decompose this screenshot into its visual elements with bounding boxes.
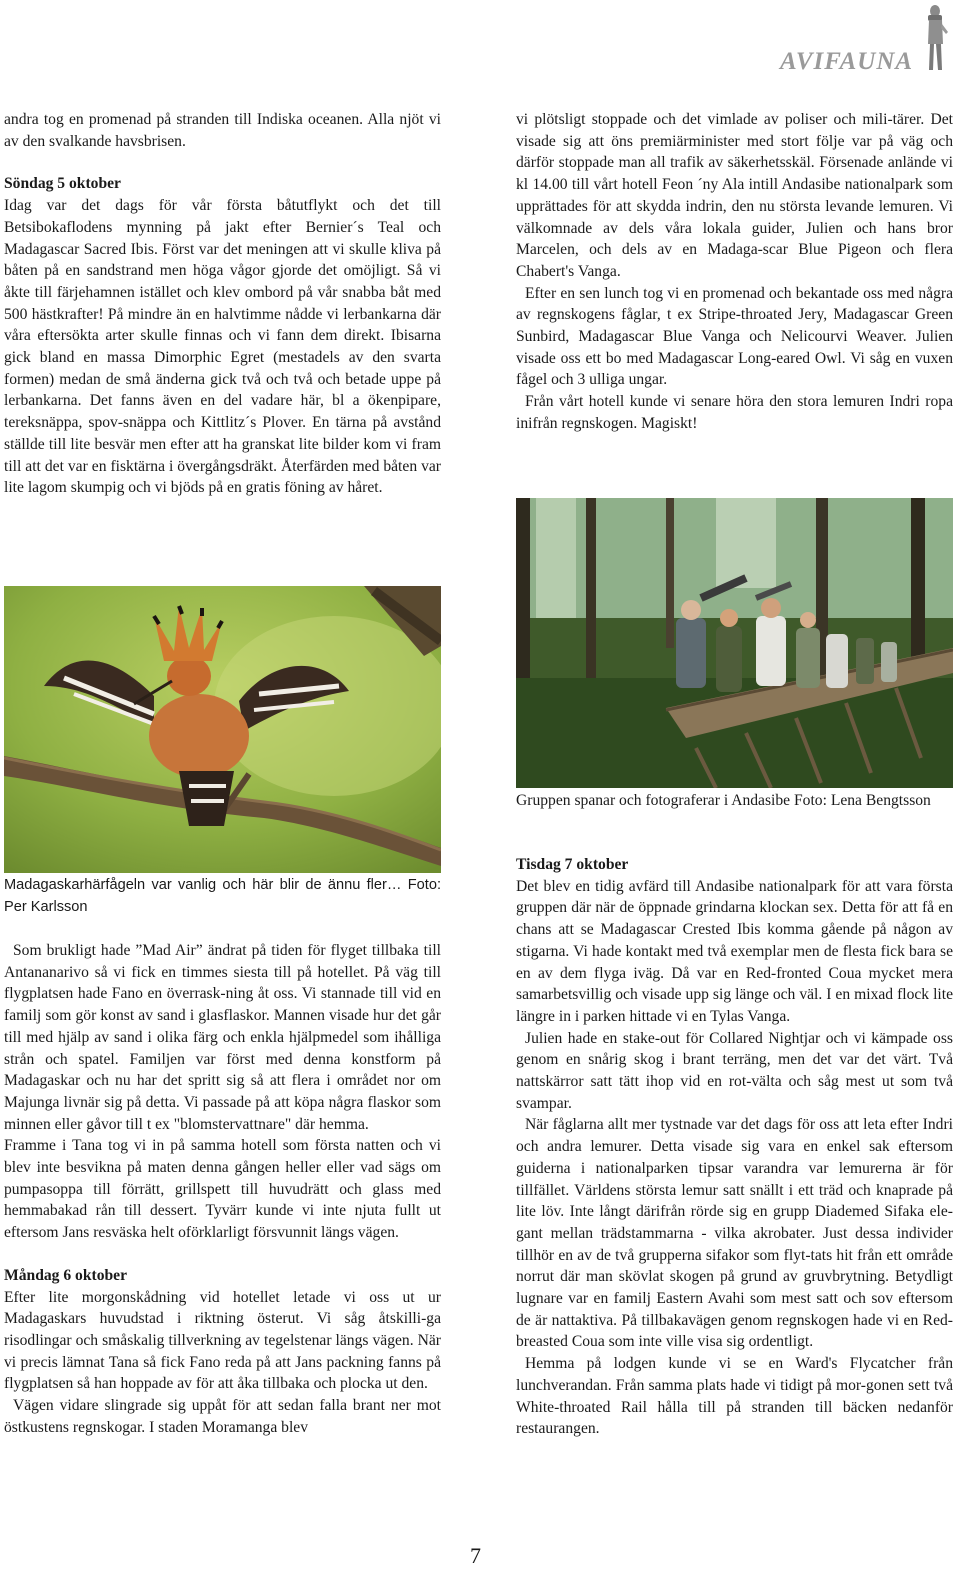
forest-photo-caption: Gruppen spanar och fotograferar i Andasibe Foto: Lena Bengtsson [516,792,931,809]
left-column-bottom [4,940,441,1438]
forest-group-photo [516,498,953,788]
paragraph: vi plötsligt stoppade och det vimlade av poliser och mili-tärer. Det visade sig att öns premiärminister med stort följe var på väg och därför stoppade man all trafik av säkerhetsskäl. Försenade anlände vi kl 14.00 till vårt hotell Feon ´ny Ala intill Andasibe nationalpark som upprättades för att skydda indrin, den nu största levande lemuren. Vi välkomnade av dels våra lokala guider, Julien och hans bror Marcelen, och dels av en Madaga-scar Blue Pigeon och flera Chabert's Vanga. [516,111,953,280]
paragraph: Det blev en tidig avfärd till Andasibe nationalpark för att vara första gruppen där när de öppnade grindarna klockan sex. Detta för att få en chans att se Madagascar Crested Ibis komma gående på någon av stigarna. Vi hade kontakt med två exemplar men de flesta fick bara se en av dem flyga iväg. Då var en Red-fronted Coua mycket mera samarbetsvillig och visade upp sig länge och väl. I en mixad flock lite längre in i parken hittade vi en Tylas Vanga. [516,877,953,1025]
section-heading-sunday: Söndag 5 oktober [4,175,121,193]
paragraph: Framme i Tana tog vi in på samma hotell som första natten och vi blev inte besvikna på maten denna gången heller eller vad sägs om pumpasoppa till förrätt, grillspett till huvudrätt och glass med hemmabakad rån till dessert. Tyvärr kunde vi inte njuta fullt ut eftersom Jans resväska helt oförklarligt försvunnit längs vägen. [4,1137,441,1242]
section-heading-monday: Måndag 6 oktober [4,1266,128,1284]
paragraph: Efter lite morgonskådning vid hotellet letade vi oss ut ur Madagaskars huvudstad i riktning österut. Vi såg åtskilli-ga risodlingar och småskalig tillverkning av tegelstenar längs vägen. När vi precis lämnat Tana så fick Fano reda på att Jans packning fanns på flygplatsen så han hoppade av för att åka tillbaka och plocka ut den. [4,1288,441,1393]
paragraph: Hemma på lodgen kunde vi se en Ward's Flycatcher från lunchverandan. Från samma plats hade vi tidigt på mor-gonen sett två White-throated Rail hålla till på stranden till bäcken nedanför restaurangen. [516,1355,953,1438]
paragraph: Julien hade en stake-out för Collared Nightjar och vi kämpade oss genom en snårig skog i brant terräng, men det var det värt. Två nattskärror satt tätt ihop vid en rot-välta och såg mest ut som två svampar. [516,1029,953,1112]
paragraph: Från vårt hotell kunde vi senare höra den stora lemuren Indri ropa inifrån regnskogen. Magiskt! [516,393,953,432]
page-number: 7 [470,1543,481,1568]
paragraph: När fåglarna allt mer tystnade var det dags för oss att leta efter Indri och andra lemurer. Detta visade sig vara en enkel sak eftersom guiderna i nationalparken tipsar varandra var lemurerna är för tillfället. Världens största lemur satt snällt i ett träd och knaprade på lite löv. Inte långt därifrån rörde sig en grupp Diademed Sifaka ele-gant mellan trädstammarna - vilka akrobater. Just dessa individer tillhör en av de två grupperna sifakor som flyt-tats hit från ett område norrut där man skövlat skogen på grund av gruvbrytning. Betydligt lugnare var en familj Eastern Avahi som mest satt och sov eftersom de är nattaktiva. På tillbakavägen genom regnskogen hade vi en Red-breasted Coua som inte ville visa sig ordentligt. [516,1116,953,1351]
paragraph: Vägen vidare slingrade sig uppåt för att sedan falla brant ner mot östkustens regnskogar. I staden Moramanga blev [4,1397,441,1436]
avifauna-logo [780,4,952,76]
hoopoe-photo-caption: Madagaskarhärfågeln var vanlig och här blir de ännu fler… Foto: Per Karlsson [4,877,441,915]
left-column-top [4,109,441,499]
paragraph: Idag var det dags för vår första båtutflykt och det till Betsibokaflodens mynning på jakt efter Bernier´s Teal och Madagascar Sacred Ibis. Först var det meningen att vi skulle kliva på båten på en sandstrand men höga vågor gjorde det omöjligt. Så vi åkte till färjehamnen istället och klev ombord på vår snabba båt med 500 hästkrafter! På mindre än en halvtimme nådde vi lerbankarna där våra eftersökta arter skulle finnas och vi fann dem direkt. Ibisarna gick bland en massa Dimorphic Egret (mestadels av den svarta formen) medan de små änderna gick två och två och betade uppe på lerbankarna. Det fanns även en del vadare här, bl a ökenpipare, tereksnäppa, spov-snäppa och Kittlitz´s Plover. En tärna på avstånd ställde till lite besvär men efter att ha granskat lite bilder kom vi fram till att det var en fisktärna i övergångsdräkt. Återfärden med båten var lite lagom skumpig och vi bjöds på en gratis föning av håret. [4,197,441,497]
right-column-bottom [516,854,953,1440]
paragraph: Efter en sen lunch tog vi en promenad och bekantade oss med några av regnskogens fåglar, t ex Stripe-throated Jery, Madagascar Green Sunbird, Madagascar Blue Vanga och Nelicourvi Weaver. Julien visade oss ett bo med Madagascar Long-eared Owl. Vi såg en vuxen fågel och 3 ulliga ungar. [516,284,953,389]
logo-text: AVIFAUNA [780,48,914,75]
right-column-top [516,109,953,435]
paragraph: andra tog en promenad på stranden till Indiska oceanen. Alla njöt vi av den svalkande havsbrisen. [4,111,441,150]
hoopoe-photo [4,586,441,873]
paragraph: Som brukligt hade ”Mad Air” ändrat på tiden för flyget tillbaka till Antananarivo så vi fick en timmes siesta till på hotellet. På väg till flygplatsen hade Fano en överrask-ning åt oss. Vi stannade till vid en familj som gör konst av sand i glasflaskor. Mannen visade hur det går till med hjälp av sand i olika färg och enkla hjälpmedel som ihålliga strån och spatel. Familjen var först med denna konstform på Madagaskar och nu har det spritt sig så att flera i området nor om Majunga livnär sig på detta. Vi passade på att köpa några flaskor som minnen eller gåvor till t ex "blomstervattnare" där hemma. [4,942,441,1133]
birdwatcher-icon [922,4,950,74]
section-heading-tuesday: Tisdag 7 oktober [516,856,629,873]
